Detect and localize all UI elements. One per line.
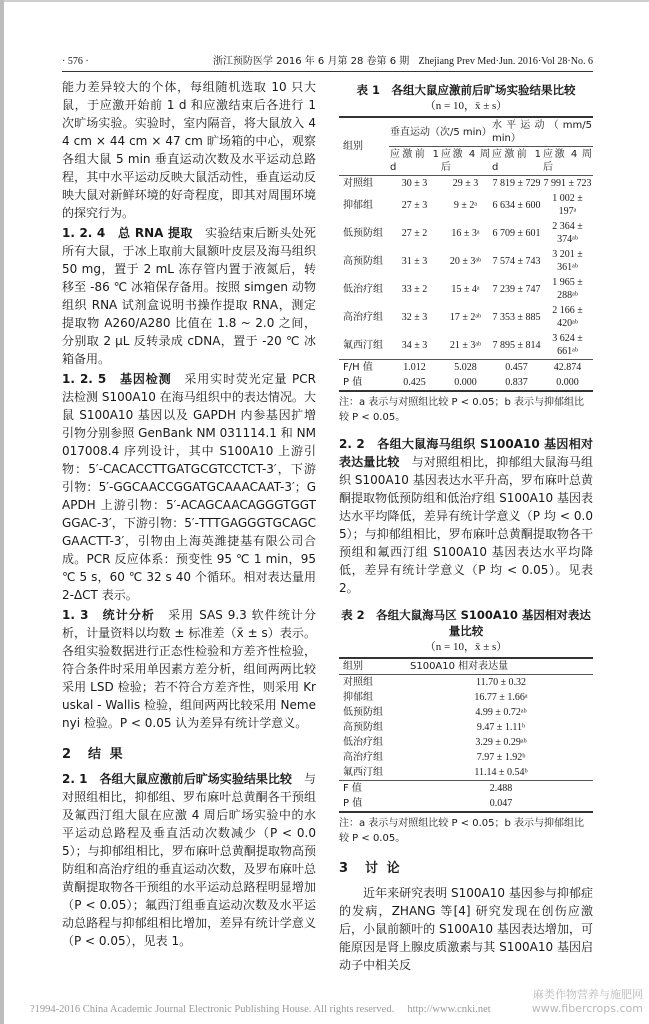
copyright-footer: ?1994-2016 China Academic Journal Electronic Publishing House. All rights reserved. http://www.cnki.net (30, 1004, 491, 1015)
section-body: 与对照组相比，抑郁组、罗布麻叶总黄酮各干预组及氟西汀组大鼠在应激 4 周后旷场实验中的水平运动总路程及垂直活动次数减少（P < 0.05）；与抑郁组相比，罗布麻叶总黄酮提取物高预防组和高治疗组的垂直运动次数，及罗布麻叶总黄酮提取物各干预组的水平运动总路程明显增加（P < 0.05）；氟西汀组垂直运动次数及水平运动总路程与抑郁组相比增加，差异有统计学意义（P < 0.05），见表 1。 (62, 772, 316, 948)
section-3-paragraph: 近年来研究表明 S100A10 基因参与抑郁症的发病，ZHANG 等[4] 研究发现在创伤应激后，小鼠前额叶的 S100A10 基因表达增加，可能原因是肾上腺皮质激素与其 S100A10 基因启动子中相关反 (339, 886, 593, 972)
col-vertical: 垂直运动（次/5 min） (389, 117, 491, 147)
section-heading: 1. 2. 5 基因检测 (62, 372, 172, 386)
stats-row (339, 796, 593, 812)
section-body: 与对照组相比，抑郁组大鼠海马组织 S100A10 基因表达水平升高，罗布麻叶总黄酮提取物低预防组和低治疗组 S100A10 基因表达水平均降低，差异有统计学意义（P 均 < 0.05）；与抑郁组相比，罗布麻叶总黄酮提取物各干预组和氟西汀组 S100A10 基因表达水平均降低，差异有统计学意义（P 均 < 0.05）。见表 2。 (339, 455, 593, 595)
cell-v-before: 34 ± 3 (401, 339, 428, 351)
sub-before: 应激前 1 d (492, 149, 541, 173)
cell-group: 高预防组 (343, 255, 383, 267)
cell-v-before: 27 ± 3 (401, 199, 428, 211)
table-row (339, 735, 593, 750)
stats-row (339, 781, 593, 797)
cell-v-after: 5.028 (454, 362, 477, 373)
heading-results: 2 结 果 (62, 747, 125, 762)
cell-value: 2.488 (489, 783, 513, 794)
cell-value: 16.77 ± 1.66ᵃ (474, 692, 528, 703)
cell-h-after: 0.000 (556, 377, 579, 388)
cell-h-after: 42.874 (553, 362, 582, 373)
cell-group: 低预防组 (343, 227, 383, 239)
cell-h-before: 7 239 ± 747 (492, 283, 541, 295)
cell-v-before: 30 ± 3 (401, 178, 428, 189)
table-row (339, 275, 593, 303)
journal-name-en: Zhejiang Prev Med·Jun. 2016·Vol 28·No. 6 (418, 56, 593, 67)
stats-row (339, 375, 593, 391)
table-row (339, 750, 593, 765)
sub-after: 应激 4 周后 (543, 149, 592, 173)
cell-v-after: 20 ± 3ᵃᵇ (449, 255, 482, 267)
stats-row (339, 360, 593, 376)
cell-h-after: 7 991 ± 723 (543, 178, 592, 189)
cell-v-before: 32 ± 3 (401, 311, 428, 323)
cell-group: 抑郁组 (343, 692, 373, 703)
col-group: 组别 (339, 658, 409, 675)
cell-v-after: 9 ± 2ᵃ (453, 199, 478, 211)
table1-subcaption: （n = 10，x̄ ± s） (424, 100, 508, 112)
page-number: · 576 · (62, 56, 89, 67)
cell-h-before: 7 895 ± 814 (492, 339, 541, 351)
cell-value: 0.047 (489, 798, 513, 809)
sub-before: 应激前 1 d (390, 149, 439, 173)
cell-h-before: 7 353 ± 885 (492, 311, 541, 323)
cell-h-after: 2 166 ± 420ᵃᵇ (552, 305, 583, 329)
section-body: 采用 SAS 9.3 软件统计分析，计量资料以均数 ± 标准差（x̄ ± s）表示。各组实验数据进行正态性检验和方差齐性检验，符合条件时采用单因素方差分析，组间两两比较采用 LSD 检验；若不符合方差齐性，则采用 Kruskal - Wallis 检验，组间两两比较采用 Nemenyi 检验。P < 0.05 认为差异有统计学意义。 (62, 608, 316, 730)
table-row (339, 675, 593, 691)
cell-group: 氟西汀组 (343, 339, 383, 351)
table-row (339, 191, 593, 219)
cell-v-before: 33 ± 2 (401, 283, 428, 295)
section-body: 实验结束后断头处死所有大鼠，于冰上取前大鼠额叶皮层及海马组织 50 mg，置于 2 mL 冻存管内置于液氮后，转移至 -86 ℃ 冰箱保存备用。按照 simgen 动物组织 RNA 试剂盒说明书操作提取 RNA，测定提取物 A260/A280 比值在 1.8 ~ 2.0 之间，分别取 2 μL 反转录成 cDNA，置于 -20 ℃ 冰箱备用。 (62, 226, 316, 366)
cell-v-after: 15 ± 4ᵃ (451, 283, 480, 295)
table1 (339, 116, 593, 392)
cell-group: 对照组 (343, 178, 373, 189)
heading-discussion: 3 讨 论 (339, 861, 402, 876)
cell-group: 对照组 (343, 677, 373, 688)
table-row (339, 331, 593, 360)
table1-note: 注：a 表示与对照组比较 P < 0.05；b 表示与抑郁组比较 P < 0.05。 (339, 397, 585, 423)
cell-h-after: 1 002 ± 197ᵃ (552, 193, 583, 217)
two-column-body (62, 78, 593, 976)
watermark-url: www.fibercrops.com (531, 1002, 643, 1015)
cell-group: 高治疗组 (343, 752, 383, 763)
journal-name-cn: 浙江预防医学 (212, 56, 273, 67)
table2-caption: 表 2 各组大鼠海马区 S100A10 基因相对表达量比较 (341, 608, 591, 638)
cell-group: 高治疗组 (343, 311, 383, 323)
watermark-cn: 麻类作物营养与施肥网 (533, 988, 643, 1001)
section-heading: 2. 2 各组大鼠海马组织 S100A10 基因相对表达量比较 (339, 437, 593, 469)
cell-value: 3.29 ± 0.29ᵃᵇ (475, 737, 527, 748)
table2-subcaption: （n = 10，x̄ ± s） (424, 641, 508, 653)
paragraph-open-field: 能力差异较大的个体，每组随机选取 10 只大鼠，于应激开始前 1 d 和应激结束后各进行 1 次旷场实验。实验时，室内隔音，将大鼠放入 44 cm × 44 cm × 47 cm 旷场箱的中心，观察各组大鼠 5 min 垂直运动次数及水平运动总路程，其中水平运动反映大鼠活动性，垂直运动反映大鼠对新鲜环境的好奇程度，即其对周围环境的探究行为。 (62, 80, 316, 220)
cell-h-after: 3 624 ± 661ᵃᵇ (552, 333, 583, 357)
cell-value: 4.99 ± 0.72ᵃᵇ (475, 707, 527, 718)
cell-v-after: 16 ± 3ᵃ (451, 227, 480, 239)
cell-group: F/H 值 (343, 362, 373, 373)
cell-group: P 值 (343, 798, 363, 809)
scan-top-edge (0, 0, 649, 2)
cell-value: 11.14 ± 0.54ᵇ (474, 767, 528, 778)
page-footer (30, 976, 643, 1016)
table-row (339, 690, 593, 705)
cell-v-before: 27 ± 2 (401, 227, 428, 239)
section-2-2 (339, 435, 593, 597)
scan-left-edge (0, 0, 4, 1024)
left-column (62, 78, 316, 976)
cell-h-after: 2 364 ± 374ᵃᵇ (552, 221, 583, 245)
table-row (339, 247, 593, 275)
table1-caption: 表 1 各组大鼠应激前后旷场实验结果比较 (356, 83, 576, 97)
table2-note: 注：a 表示与对照组比较 P < 0.05；b 表示与抑郁组比较 P < 0.05。 (339, 818, 585, 844)
running-header-right (213, 52, 593, 67)
cell-group: 抑郁组 (343, 199, 373, 211)
section-body: 采用实时荧光定量 PCR 法检测 S100A10 在海马组织中的表达情况。大鼠 S100A10 基因以及 GAPDH 内参基因扩增引物分别参照 GenBank NM 031114.1 和 NM 017008.4 序列设计，其中 S100A10 上游引物：5′-CACACCTTGATGCGTCCTCT-3′，下游引物：5′-GGCAACCGGATGCAAACAAT-3′；GAPDH 上游引物：5′-ACAGCAACAGGGTGGTGGAC-3′，下游引物：5′-TTTGAGGGTGCAGCGAACTT-3′，引物由上海英潍捷基有限公司合成。PCR 反应体系：预变性 95 ℃ 1 min，95 ℃ 5 s，60 ℃ 32 s 40 个循环。相对表达量用 2-ΔCT 表示。 (62, 372, 316, 602)
cell-group: 氟西汀组 (343, 767, 383, 778)
watermark (532, 988, 643, 1016)
section-1-2-5 (62, 370, 316, 604)
section-2-1 (62, 770, 316, 950)
section-heading: 2. 1 各组大鼠应激前后旷场实验结果比较 (62, 772, 292, 786)
cell-value: 11.70 ± 0.32 (475, 677, 527, 688)
cell-v-after: 21 ± 3ᵃᵇ (449, 339, 482, 351)
cell-group: P 值 (343, 377, 363, 388)
cell-v-before: 31 ± 3 (401, 255, 428, 267)
cell-h-before: 6 634 ± 600 (492, 199, 541, 211)
cell-value: 9.47 ± 1.11ᵇ (476, 722, 526, 733)
section-1-2-4 (62, 224, 316, 368)
table-row (339, 765, 593, 781)
cell-group: 低治疗组 (343, 737, 383, 748)
cell-h-before: 0.837 (505, 377, 528, 388)
cell-v-after: 29 ± 3 (452, 178, 479, 189)
table-row (339, 720, 593, 735)
cell-h-before: 0.457 (505, 362, 528, 373)
cell-v-after: 17 ± 2ᵃᵇ (449, 311, 482, 323)
cell-group: 高预防组 (343, 722, 383, 733)
section-heading: 1. 3 统计分析 (62, 608, 155, 622)
right-column (339, 78, 593, 976)
cell-v-after: 0.000 (454, 377, 477, 388)
section-1-3 (62, 606, 316, 732)
table-row (339, 176, 593, 192)
issue-cn: 2016 年 6 月第 28 卷第 6 期 (276, 56, 410, 67)
section-heading: 1. 2. 4 总 RNA 提取 (62, 226, 193, 240)
cell-value: 7.97 ± 1.92ᵇ (476, 752, 526, 763)
cell-h-before: 7 574 ± 743 (492, 255, 541, 267)
col-horizontal: 水平运动（mm/5 min） (491, 117, 593, 147)
running-header (62, 52, 593, 72)
cell-group: 低治疗组 (343, 283, 383, 295)
col-value: S100A10 相对表达量 (409, 658, 593, 675)
sub-after: 应激 4 周后 (441, 149, 490, 173)
cell-group: 低预防组 (343, 707, 383, 718)
table-row (339, 303, 593, 331)
table-row (339, 219, 593, 247)
cell-v-before: 0.425 (403, 377, 426, 388)
cell-h-after: 3 201 ± 361ᵃᵇ (552, 249, 583, 273)
cell-h-before: 6 709 ± 601 (492, 227, 541, 239)
col-group: 组别 (343, 141, 363, 152)
cell-h-after: 1 965 ± 288ᵃᵇ (552, 277, 583, 301)
cell-group: F 值 (343, 783, 362, 794)
cell-h-before: 7 819 ± 729 (492, 178, 541, 189)
table-row (339, 705, 593, 720)
table2 (339, 657, 593, 813)
cell-v-before: 1.012 (403, 362, 426, 373)
